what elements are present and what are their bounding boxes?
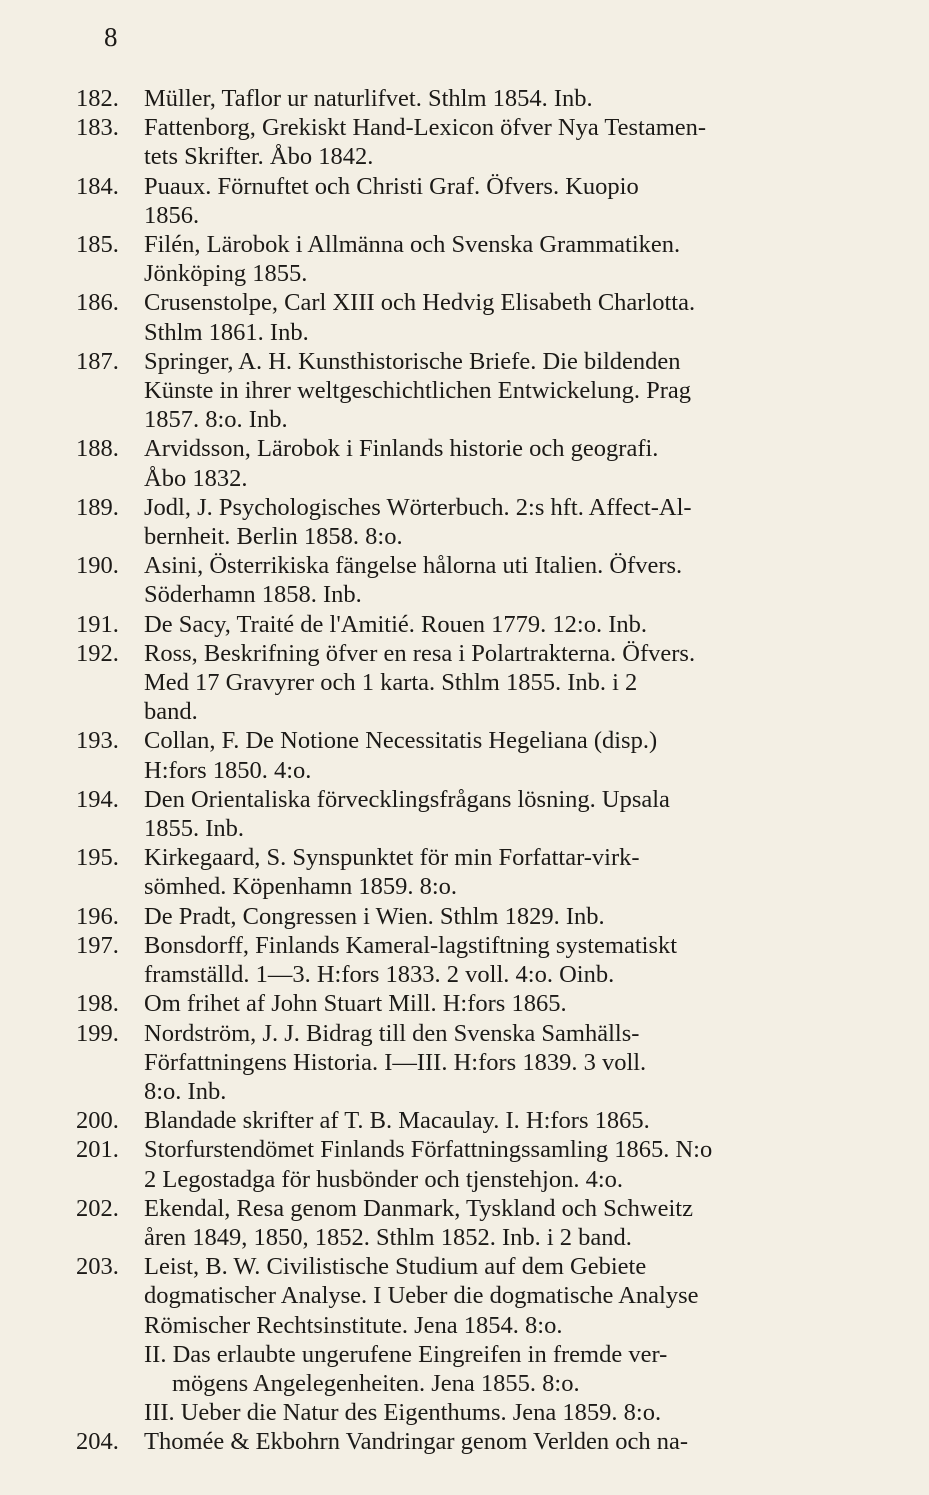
entry-line: Künste in ihrer weltgeschichtlichen Entwickelung. Prag	[144, 377, 692, 405]
entry-line: dogmatischer Analyse. I Ueber die dogmatische Analyse	[144, 1282, 699, 1310]
entry-number: 196.	[76, 902, 119, 930]
entry-line: Römischer Rechtsinstitute. Jena 1854. 8:o.	[144, 1311, 563, 1339]
entry-number: 185.	[76, 231, 119, 259]
entry-line: Crusenstolpe, Carl XIII och Hedvig Elisabeth Charlotta.	[144, 289, 696, 317]
page-number: 8	[104, 22, 118, 52]
catalog-entry	[76, 989, 860, 1018]
entry-number: 194.	[76, 785, 119, 813]
entry-line: 8:o. Inb.	[144, 1077, 227, 1105]
entry-number: 204.	[76, 1428, 119, 1456]
catalog-entry	[76, 113, 860, 171]
entry-line: Blandade skrifter af T. B. Macaulay. I. H:fors 1865.	[144, 1107, 650, 1135]
catalog-entry	[76, 785, 860, 843]
entry-number: 202.	[76, 1194, 119, 1222]
entry-line: Den Orientaliska förvecklingsfrågans lösning. Upsala	[144, 785, 670, 813]
entry-line: mögens Angelegenheiten. Jena 1855. 8:o.	[172, 1369, 580, 1397]
entry-line: Collan, F. De Notione Necessitatis Hegeliana (disp.)	[144, 727, 658, 755]
catalog-entry	[76, 230, 860, 288]
entry-line: Ekendal, Resa genom Danmark, Tyskland och Schweitz	[144, 1194, 693, 1222]
catalog-entry	[76, 1427, 860, 1456]
entry-line: Fattenborg, Grekiskt Hand-Lexicon öfver Nya Testamen-	[144, 114, 707, 142]
entry-number: 188.	[76, 435, 119, 463]
entry-line: Sthlm 1861. Inb.	[144, 318, 309, 346]
entry-number: 200.	[76, 1107, 119, 1135]
catalog-entry	[76, 172, 860, 230]
entry-line: III. Ueber die Natur des Eigenthums. Jena 1859. 8:o.	[144, 1399, 662, 1427]
entry-line: 1856.	[144, 201, 200, 229]
entry-number: 201.	[76, 1136, 119, 1164]
catalog-entry	[76, 493, 860, 551]
entry-line: H:fors 1850. 4:o.	[144, 756, 312, 784]
entry-line: bernheit. Berlin 1858. 8:o.	[144, 523, 403, 551]
catalog-entry	[76, 639, 860, 727]
catalog-entry	[76, 902, 860, 931]
catalog-entry	[76, 610, 860, 639]
entry-line: Puaux. Förnuftet och Christi Graf. Öfvers. Kuopio	[144, 172, 639, 200]
entry-number: 193.	[76, 727, 119, 755]
catalog-entry	[76, 288, 860, 346]
entry-line: Åbo 1832.	[144, 464, 248, 492]
entry-number: 199.	[76, 1019, 119, 1047]
entry-number: 190.	[76, 552, 119, 580]
entry-line: 1857. 8:o. Inb.	[144, 406, 288, 434]
entry-line: framställd. 1—3. H:fors 1833. 2 voll. 4:o. Oinb.	[144, 961, 615, 989]
entry-line: 1855. Inb.	[144, 815, 245, 843]
entry-number: 186.	[76, 289, 119, 317]
entry-line: Storfurstendömet Finlands Författningssamling 1865. N:o	[144, 1136, 713, 1164]
catalog-entry	[76, 931, 860, 989]
catalog-entry	[76, 1194, 860, 1252]
entry-line: De Pradt, Congressen i Wien. Sthlm 1829. Inb.	[144, 902, 605, 930]
entry-number: 183.	[76, 114, 119, 142]
entry-line: Filén, Lärobok i Allmänna och Svenska Grammatiken.	[144, 231, 681, 259]
entry-line: Leist, B. W. Civilistische Studium auf dem Gebiete	[144, 1253, 647, 1281]
entry-line: Bonsdorff, Finlands Kameral-lagstiftning systematiskt	[144, 931, 678, 959]
entry-number: 192.	[76, 639, 119, 667]
catalog-entry	[76, 1106, 860, 1135]
entry-line: Nordström, J. J. Bidrag till den Svenska Samhälls-	[144, 1019, 640, 1047]
entry-line: Müller, Taflor ur naturlifvet. Sthlm 1854. Inb.	[144, 85, 593, 112]
catalog-entry	[76, 1135, 860, 1193]
entry-line: Jönköping 1855.	[144, 260, 308, 288]
entry-line: Asini, Österrikiska fängelse hålorna uti Italien. Öfvers.	[144, 552, 683, 580]
entry-number: 189.	[76, 493, 119, 521]
catalog-entry	[76, 1252, 860, 1427]
entry-line: band.	[144, 698, 198, 726]
entry-number: 191.	[76, 610, 119, 638]
entry-line: Jodl, J. Psychologisches Wörterbuch. 2:s hft. Affect-Al-	[144, 493, 692, 521]
catalog-entry	[76, 434, 860, 492]
entry-line: sömhed. Köpenhamn 1859. 8:o.	[144, 873, 458, 901]
entry-line: Springer, A. H. Kunsthistorische Briefe. Die bildenden	[144, 347, 681, 375]
entry-line: tets Skrifter. Åbo 1842.	[144, 143, 374, 171]
catalog-entry	[76, 347, 860, 435]
entry-line: Kirkegaard, S. Synspunktet för min Forfattar-virk-	[144, 844, 640, 872]
entry-number: 203.	[76, 1253, 119, 1281]
catalog-entry-list	[76, 84, 860, 1457]
entry-line: åren 1849, 1850, 1852. Sthlm 1852. Inb. i 2 band.	[144, 1223, 632, 1251]
catalog-entry	[76, 84, 860, 113]
entry-number: 198.	[76, 990, 119, 1018]
entry-number: 195.	[76, 844, 119, 872]
catalog-entry	[76, 843, 860, 901]
entry-line: 2 Legostadga för husbönder och tjenstehjon. 4:o.	[144, 1165, 624, 1193]
entry-line: Författningens Historia. I—III. H:fors 1839. 3 voll.	[144, 1048, 647, 1076]
entry-line: De Sacy, Traité de l'Amitié. Rouen 1779. 12:o. Inb.	[144, 610, 647, 638]
entry-line: Thomée & Ekbohrn Vandringar genom Verlden och na-	[144, 1428, 689, 1456]
entry-number: 184.	[76, 172, 119, 200]
entry-number: 197.	[76, 931, 119, 959]
entry-number: 187.	[76, 347, 119, 375]
entry-line: Ross, Beskrifning öfver en resa i Polartrakterna. Öfvers.	[144, 639, 696, 667]
catalog-entry	[76, 726, 860, 784]
catalog-entry	[76, 551, 860, 609]
catalog-entry	[76, 1019, 860, 1107]
entry-line: Söderhamn 1858. Inb.	[144, 581, 362, 609]
entry-line: Med 17 Gravyrer och 1 karta. Sthlm 1855. Inb. i 2	[144, 669, 638, 697]
entry-line: Arvidsson, Lärobok i Finlands historie och geografi.	[144, 435, 659, 463]
entry-number: 182.	[76, 85, 119, 112]
entry-line: Om frihet af John Stuart Mill. H:fors 1865.	[144, 990, 567, 1018]
entry-line: II. Das erlaubte ungerufene Eingreifen in fremde ver-	[144, 1340, 668, 1368]
